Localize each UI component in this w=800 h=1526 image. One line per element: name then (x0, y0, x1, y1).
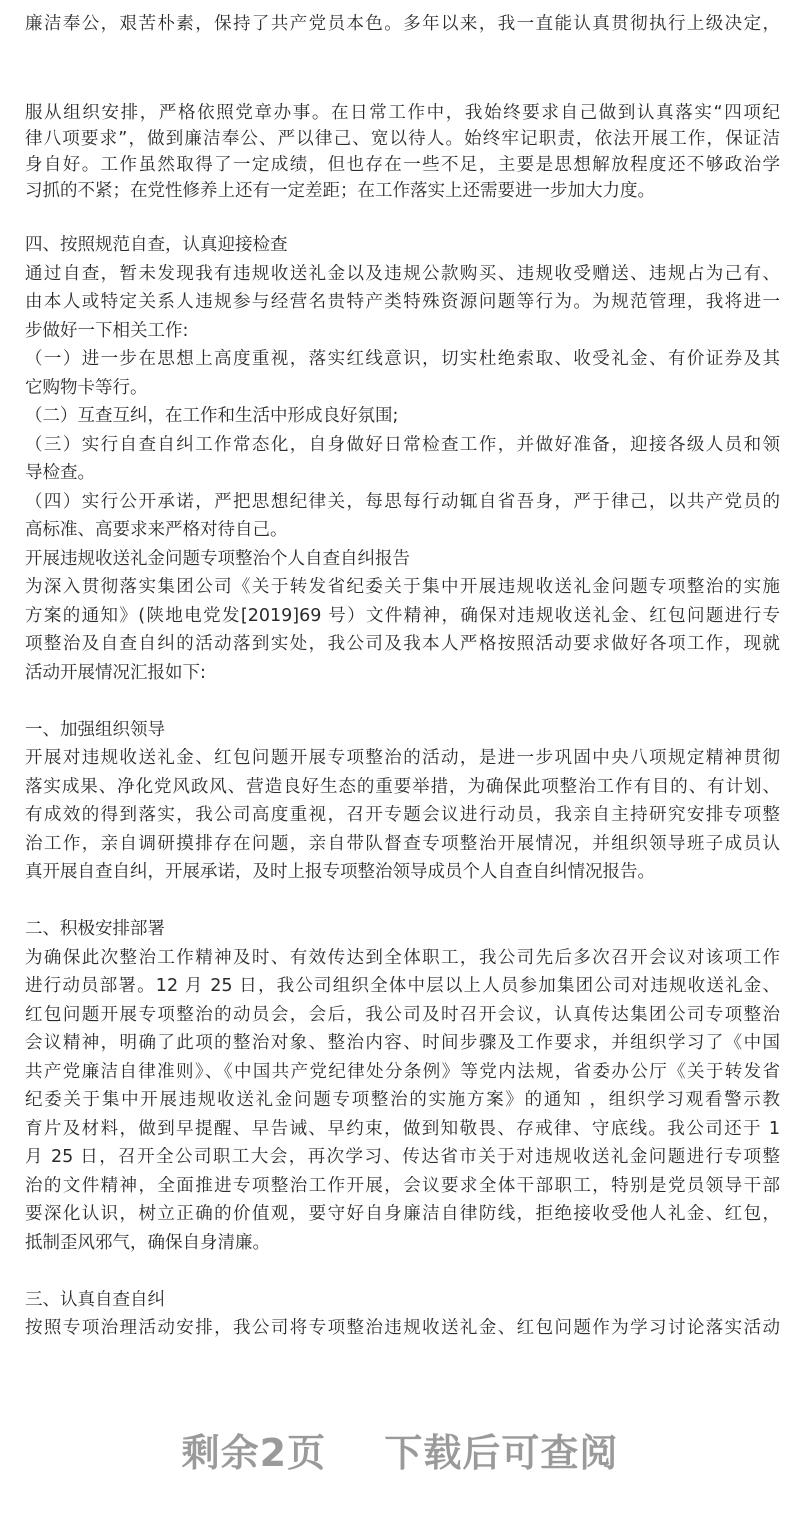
text-line: 步做好一下相关工作: (25, 320, 189, 341)
text-line: 习抓的不紧；在党性修养上还有一定差距；在工作落实上还需要进一步加大力度。 (25, 181, 655, 201)
text-line: 高标准、高要求来严格对待自己。 (25, 520, 288, 540)
text-line: 真开展自查自纠，开展承诺，及时上报专项整治领导成员个人自查自纠情况报告。 (25, 862, 655, 882)
text-line: 抵制歪风邪气，确保自身清廉。 (25, 1232, 270, 1253)
remaining-pages-label: 剩余2页 (181, 1431, 327, 1475)
blank-line (25, 887, 780, 916)
text-line: 廉洁奉公，艰苦朴素，保持了共产党员本色。多年以来，我一直能认真贯彻执行上级决定， (25, 14, 780, 34)
text-line: 育片及材料，做到早提醒、早告诫、早约束，做到知敬畏、存戒律、守底线。我公司还于 1 (25, 1118, 780, 1139)
blank-line (25, 1257, 780, 1286)
text-line: （四）实行公开承诺，严把思想纪律关，每思每行动辄自省吾身，严于律己，以共产党员的 (25, 491, 780, 512)
text-line: 由本人或特定关系人违规参与经营名贵特产类特殊资源问题等行为。为规范管理，我将进一 (25, 292, 780, 312)
text-line: （一）进一步在思想上高度重视，落实红线意识，切实杜绝索取、收受礼金、有价证券及其 (25, 349, 780, 369)
blank-line (25, 687, 780, 716)
text-line: 按照专项治理活动安排，我公司将专项整治违规收送礼金、红包问题作为学习讨论落实活动 (25, 1318, 780, 1338)
text-line: 红包问题开展专项整治的动员会，会后，我公司及时召开会议，认真传达集团公司专项整治 (25, 1004, 780, 1025)
text-line: 律八项要求”，做到廉洁奉公、严以律己、宽以待人。始终牢记职责，依法开展工作，保证洁 (25, 129, 780, 149)
section-heading: 四、按照规范自查，认真迎接检查 (25, 235, 288, 255)
text-line: 落实成果、净化党风政风、营造良好生态的重要举措，为确保此项整治工作有目的、有计划、 (25, 776, 780, 797)
download-to-view-label[interactable]: 下载后可查阅 (384, 1431, 619, 1475)
text-line: 它购物卡等行。 (25, 377, 148, 398)
text-line: 项整治及自查自纠的活动落到实处，我公司及我本人严格按照活动要求做好各项工作，现就 (25, 634, 780, 654)
document-block-summary (25, 100, 780, 204)
section-heading: 二、积极安排部署 (25, 919, 165, 939)
text-line: （二）互查互纠，在工作和生活中形成良好氛围; (25, 406, 399, 426)
text-line: 进行动员部署。12 月 25 日，我公司组织全体中层以上人员参加集团公司对违规收送礼金、 (25, 976, 780, 996)
text-line: 为确保此次整治工作精神及时、有效传达到全体职工，我公司先后多次召开会议对该项工作 (25, 947, 780, 968)
text-line: 会议精神，明确了此项的整治对象、整治内容、时间步骤及工作要求，并组织学习了《中国 (25, 1033, 780, 1053)
text-line: （三）实行自查自纠工作常态化，自身做好日常检查工作，并做好准备，迎接各级人员和领 (25, 434, 780, 455)
section-heading: 三、认真自查自纠 (25, 1289, 165, 1310)
text-line: 治的文件精神，全面推进专项整治工作开展，会议要求全体干部职工，特别是党员领导干部 (25, 1175, 780, 1196)
text-line: 有成效的得到落实，我公司高度重视，召开专题会议进行动员，我亲自主持研究安排专项整 (25, 805, 780, 825)
text-line: 要深化认识，树立正确的价值观，要守好自身廉洁自律防线，拒绝接收受他人礼金、红包， (25, 1204, 780, 1224)
text-line: 为深入贯彻落实集团公司《关于转发省纪委关于集中开展违规收送礼金问题专项整治的实施 (25, 577, 780, 597)
download-prompt[interactable] (0, 1422, 800, 1477)
document-block-body (25, 231, 780, 1343)
document-block-intro (25, 10, 780, 39)
text-line: 共产党廉洁自律准则》、《中国共产党纪律处分条例》等党内法规，省委办公厅《关于转发省 (25, 1061, 780, 1082)
text-line: 服从组织安排，严格依照党章办事。在日常工作中，我始终要求自己做到认真落实“四项纪 (25, 103, 780, 123)
text-line: 纪委关于集中开展违规收送礼金问题专项整治的实施方案》的通知 ，组织学习观看警示教 (25, 1090, 780, 1110)
text-line: 治工作，亲自调研摸排存在问题，亲自带队督查专项整治开展情况，并组织领导班子成员认 (25, 833, 780, 854)
text-line: 导检查。 (25, 463, 95, 483)
text-line: 开展对违规收送礼金、红包问题开展专项整治的活动，是进一步巩固中央八项规定精神贯彻 (25, 748, 780, 768)
text-line: 活动开展情况汇报如下: (25, 662, 206, 683)
text-line: 身自好。工作虽然取得了一定成绩，但也存在一些不足，主要是思想解放程度还不够政治学 (25, 155, 780, 175)
section-heading: 开展违规收送礼金问题专项整治个人自查自纠报告 (25, 548, 410, 569)
text-line: 月 25 日，召开全公司职工大会，再次学习、传达省市关于对违规收送礼金问题进行专项整 (25, 1147, 780, 1167)
text-line: 通过自查，暂未发现我有违规收送礼金以及违规公款购买、违规收受赠送、违规占为己有、 (25, 263, 780, 284)
text-line: 方案的通知》(陕地电党发[2019]69 号）文件精神，确保对违规收送礼金、红包问题进行专 (25, 605, 780, 626)
section-heading: 一、加强组织领导 (25, 719, 165, 740)
